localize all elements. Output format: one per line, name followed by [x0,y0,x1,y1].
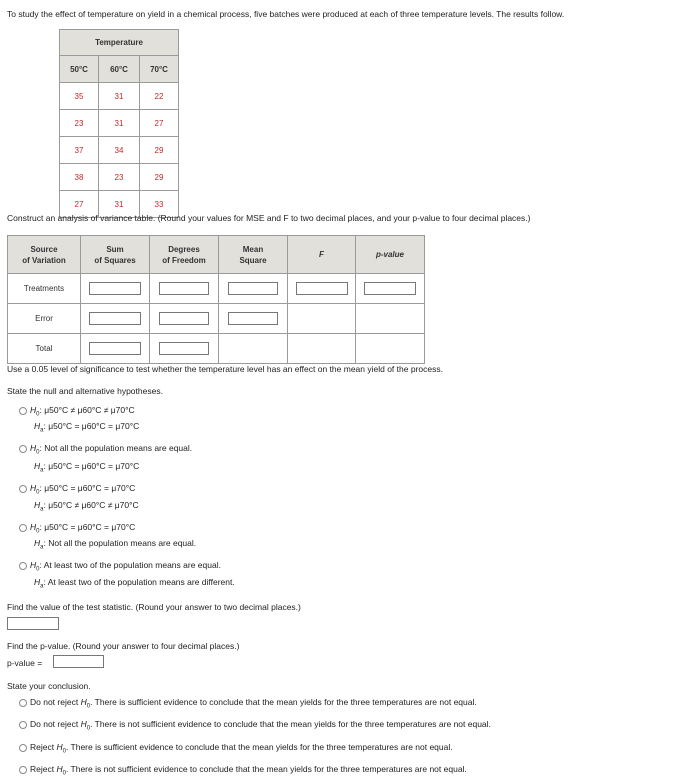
hypothesis-option-5[interactable]: $H_0$: At least two of the population means are equal. [19,560,221,573]
intro-text: To study the effect of temperature on yield in a chemical process, five batches were produced at each of three temperature levels. The results follow. [7,9,565,19]
anova-row-total [8,334,425,364]
hypothesis-option-1[interactable]: $H_0$: μ50°C ≠ μ60°C ≠ μ70°C [19,405,135,418]
radio-icon[interactable] [19,485,27,493]
ss-error-input[interactable] [89,312,141,325]
test-instructions: Use a 0.05 level of significance to test whether the temperature level has an effect on the mean yield of the process. [7,364,443,374]
radio-icon[interactable] [19,407,27,415]
conclusion-option-3[interactable]: Reject $H_0$. There is sufficient evidence to conclude that the mean yields for the three temperatures are not equal. [19,742,453,755]
ms-treatments-input[interactable] [228,282,278,295]
p-value-table-input[interactable] [364,282,416,295]
p-value-label: p-value = [7,658,43,668]
anova-row-treatments [8,274,425,304]
row-label: Total [8,334,81,364]
hypothesis-option-1-ha: $H_a$: μ50°C = μ60°C = μ70°C [34,421,140,434]
test-statistic-input[interactable] [7,617,59,630]
cell: 38 [60,164,99,191]
radio-icon[interactable] [19,721,27,729]
cell: 23 [99,164,140,191]
conclusion-instructions: State your conclusion. [7,681,91,691]
header-df: Degrees of Freedom [150,236,219,274]
hypothesis-option-2[interactable]: $H_0$: Not all the population means are equal. [19,443,192,456]
header-mean-square: Mean Square [219,236,288,274]
cell: 34 [99,137,140,164]
cell: 33 [140,191,179,218]
cell: 27 [140,110,179,137]
cell: 31 [99,83,140,110]
table-row [60,164,179,191]
test-statistic-instructions: Find the value of the test statistic. (Round your answer to two decimal places.) [7,602,301,612]
temperature-data-table [59,29,179,218]
hypothesis-option-2-ha: $H_a$: μ50°C = μ60°C = μ70°C [34,461,140,474]
f-input[interactable] [296,282,348,295]
radio-icon[interactable] [19,766,27,774]
conclusion-option-2[interactable]: Do not reject $H_0$. There is not sufficient evidence to conclude that the mean yields for the three temperatures are not equal. [19,719,491,732]
cell: 22 [140,83,179,110]
header-source: Source of Variation [8,236,81,274]
row-label: Error [8,304,81,334]
cell: 31 [99,191,140,218]
df-total-input[interactable] [159,342,209,355]
anova-instructions: Construct an analysis of variance table. (Round your values for MSE and F to two decimal places, and your p-value to four decimal places.) [7,213,531,223]
cell: 31 [99,110,140,137]
cell: 27 [60,191,99,218]
col-50c: 50°C [60,56,99,83]
p-value-input[interactable] [53,655,104,668]
hypothesis-option-3-ha: $H_a$: μ50°C ≠ μ60°C ≠ μ70°C [34,500,139,513]
header-p-value: p-value [356,236,425,274]
hypotheses-instructions: State the null and alternative hypotheses. [7,386,163,396]
hypothesis-option-4[interactable]: $H_0$: μ50°C = μ60°C = μ70°C [19,522,135,535]
ms-error-input[interactable] [228,312,278,325]
table-row [60,110,179,137]
cell: 23 [60,110,99,137]
conclusion-option-1[interactable]: Do not reject $H_0$. There is sufficient evidence to conclude that the mean yields for the three temperatures are not equal. [19,697,477,710]
ss-total-input[interactable] [89,342,141,355]
cell: 29 [140,137,179,164]
cell: 35 [60,83,99,110]
row-label: Treatments [8,274,81,304]
anova-row-error [8,304,425,334]
hypothesis-option-3[interactable]: $H_0$: μ50°C = μ60°C = μ70°C [19,483,135,496]
radio-icon[interactable] [19,744,27,752]
df-treatments-input[interactable] [159,282,209,295]
anova-table [7,235,425,364]
table-row [60,83,179,110]
cell: 29 [140,164,179,191]
col-70c: 70°C [140,56,179,83]
temperature-header: Temperature [60,30,179,56]
ss-treatments-input[interactable] [89,282,141,295]
df-error-input[interactable] [159,312,209,325]
header-sum-squares: Sum of Squares [81,236,150,274]
cell: 37 [60,137,99,164]
radio-icon[interactable] [19,699,27,707]
radio-icon[interactable] [19,445,27,453]
table-row [60,137,179,164]
conclusion-option-4[interactable]: Reject $H_0$. There is not sufficient evidence to conclude that the mean yields for the three temperatures are not equal. [19,764,467,777]
radio-icon[interactable] [19,562,27,570]
col-60c: 60°C [99,56,140,83]
p-value-instructions: Find the p-value. (Round your answer to four decimal places.) [7,641,240,651]
radio-icon[interactable] [19,524,27,532]
hypothesis-option-5-ha: $H_a$: At least two of the population means are different. [34,577,235,590]
hypothesis-option-4-ha: $H_a$: Not all the population means are equal. [34,538,197,551]
header-f: F [288,236,356,274]
